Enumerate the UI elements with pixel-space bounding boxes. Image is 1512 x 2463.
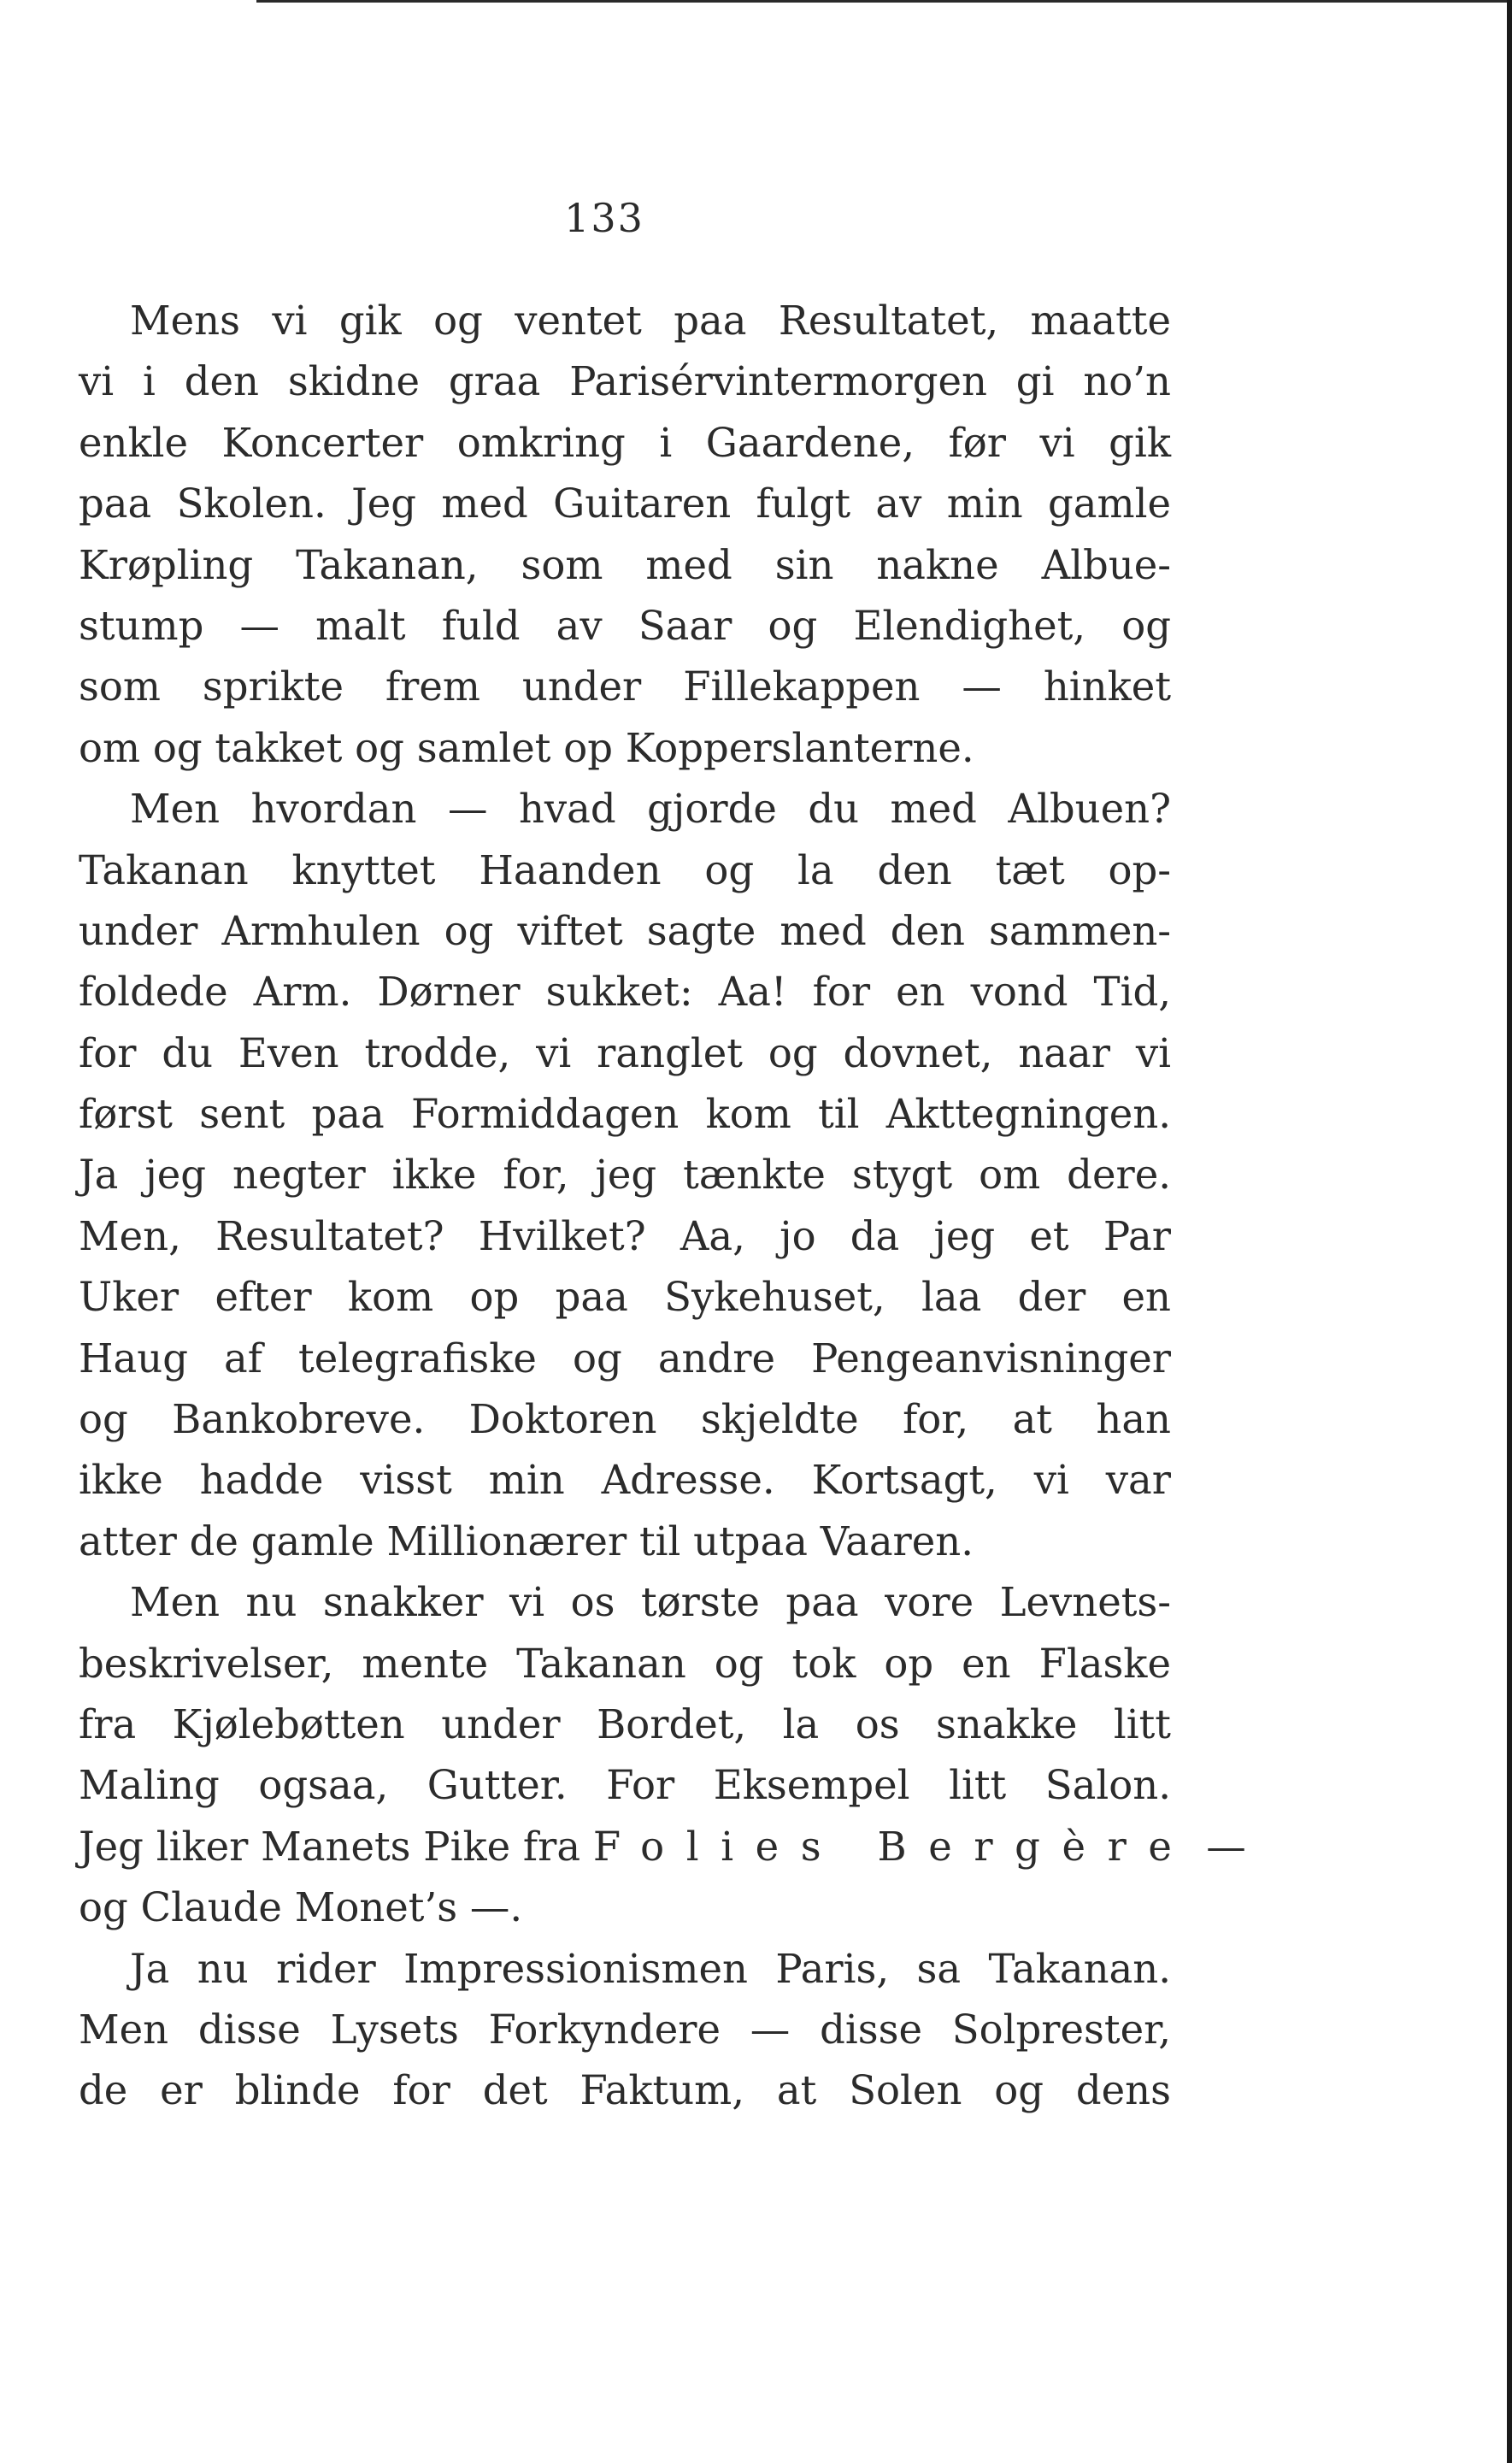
text-line: Men hvordan — hvad gjorde du med Albuen? [130,786,1171,833]
text-line [79,1817,1246,1877]
text-line: om og takket og samlet op Kopperslanterne. [79,724,974,771]
spaced-title: Folies Bergère [592,1823,1194,1870]
text-line: vi i den skidne graa Parisérvintermorgen gi no’n [79,358,1171,405]
text-line: fra Kjølebøtten under Bordet, la os snakke litt [79,1700,1171,1747]
text-line: først sent paa Formiddagen kom til Akttegningen. [79,1091,1171,1138]
text-line-tail: — [1193,1823,1246,1870]
text-line: ikke hadde visst min Adresse. Kortsagt, vi var [79,1457,1171,1504]
text-line: Mens vi gik og ventet paa Resultatet, maatte [130,298,1171,344]
text-line: for du Even trodde, vi ranglet og dovnet, naar vi [79,1029,1171,1076]
text-line: atter de gamle Millionærer til utpaa Vaaren. [79,1517,974,1564]
text-line: Ja nu rider Impressionismen Paris, sa Takanan. [130,1945,1171,1992]
text-line: Krøpling Takanan, som med sin nakne Albue- [79,541,1171,588]
text-line: Men, Resultatet? Hvilket? Aa, jo da jeg et Par [79,1212,1171,1259]
text-line: og Claude Monet’s —. [79,1884,523,1931]
text-line: paa Skolen. Jeg med Guitaren fulgt av min gamle [79,480,1171,527]
scan-edge-right [1507,0,1512,2463]
page-number: 133 [564,195,644,241]
text-line: Haug af telegrafiske og andre Pengeanvisninger [79,1335,1171,1382]
scan-edge-top [256,0,1512,3]
text-line: Uker efter kom op paa Sykehuset, laa der en [79,1274,1171,1321]
text-line: stump — malt fuld av Saar og Elendighet, og [79,602,1171,649]
body-text [79,291,1246,2122]
text-line: under Armhulen og viftet sagte med den sammen- [79,907,1171,954]
text-line: enkle Koncerter omkring i Gaardene, før vi gik [79,419,1171,466]
text-line: som sprikte frem under Fillekappen — hinket [79,663,1171,710]
text-line: beskrivelser, mente Takanan og tok op en Flaske [79,1640,1171,1687]
text-line: Ja jeg negter ikke for, jeg tænkte stygt om dere. [79,1152,1171,1199]
text-line: Men disse Lysets Forkyndere — disse Solprester, [79,2006,1171,2053]
text-line: de er blinde for det Faktum, at Solen og dens [79,2067,1171,2114]
text-line: Takanan knyttet Haanden og la den tæt op- [79,846,1171,893]
text-line: foldede Arm. Dørner sukket: Aa! for en vond Tid, [79,969,1171,1016]
text-line-main: Jeg liker Manets Pike fra [79,1823,581,1870]
text-line: og Bankobreve. Doktoren skjeldte for, at han [79,1396,1171,1443]
text-line: Men nu snakker vi os tørste paa vore Levnets- [130,1579,1171,1626]
text-line: Maling ogsaa, Gutter. For Eksempel litt Salon. [79,1762,1171,1809]
